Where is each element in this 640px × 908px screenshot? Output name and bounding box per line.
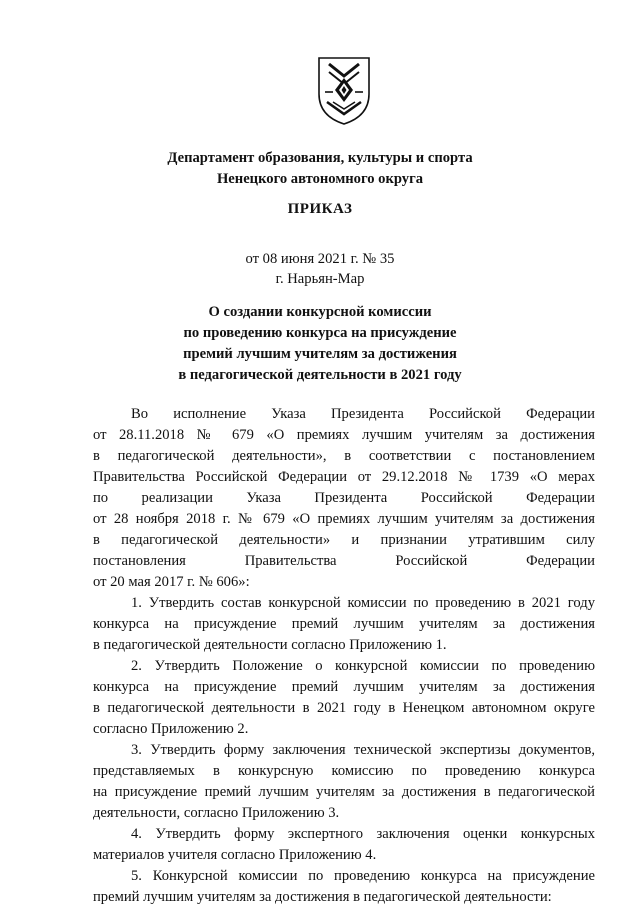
clause-line: 2. Утвердить Положение о конкурсной комиссии по проведению — [131, 658, 595, 674]
preamble-line: в педагогической деятельности», в соответствии с постановлением — [93, 448, 595, 464]
preamble-line: от 20 мая 2017 г. № 606»: — [93, 574, 250, 590]
title-line-4: в педагогической деятельности в 2021 году — [178, 367, 462, 383]
preamble-line: от 28.11.2018 № 679 «О премиях лучшим учителям за достижения — [93, 427, 595, 443]
title-line-1: О создании конкурсной комиссии — [208, 304, 432, 320]
document-body — [93, 404, 595, 908]
clause-5 — [93, 866, 595, 908]
clause-line: материалов учителя согласно Приложению 4. — [93, 847, 377, 863]
clause-line: 3. Утвердить форму заключения технической экспертизы документов, — [131, 742, 595, 758]
clause-line: 4. Утвердить форму экспертного заключения оценки конкурсных — [131, 826, 595, 842]
preamble-line: в педагогической деятельности» и признании утратившим силу — [93, 532, 595, 548]
clause-line: в педагогической деятельности согласно Приложению 1. — [93, 637, 447, 653]
preamble-line: постановления Правительства Российской Федерации — [93, 553, 595, 569]
clause-line: деятельности, согласно Приложению 3. — [93, 805, 340, 821]
title-line-2: по проведению конкурса на присуждение — [183, 325, 457, 341]
clause-line: на присуждение премий лучшим учителям за достижения в педагогической — [93, 784, 595, 800]
clause-line: 5. Конкурсной комиссии по проведению конкурса на присуждение — [131, 868, 595, 884]
clause-2 — [93, 656, 595, 740]
clause-3 — [93, 740, 595, 824]
title-line-3: премий лучшим учителям за достижения — [183, 346, 457, 362]
clause-line: согласно Приложению 2. — [93, 721, 249, 737]
clause-line: представляемых в конкурсную комиссию по проведению конкурса — [93, 763, 595, 779]
document-type: ПРИКАЗ — [287, 201, 353, 217]
city: г. Нарьян-Мар — [275, 271, 365, 287]
order-title — [0, 302, 640, 386]
clause-1 — [93, 593, 595, 656]
clause-4 — [93, 824, 595, 866]
preamble-line: Правительства Российской Федерации от 29.12.2018 № 1739 «О мерах — [93, 469, 595, 485]
preamble-line: от 28 ноября 2018 г. № 679 «О премиях лучшим учителям за достижения — [93, 511, 595, 527]
clause-line: конкурса на присуждение премий лучшим учителям за достижения — [93, 679, 595, 695]
preamble-paragraph — [93, 404, 595, 593]
clause-line: в педагогической деятельности в 2021 году в Ненецком автономном округе — [93, 700, 595, 716]
department-line-1: Департамент образования, культуры и спорта — [167, 150, 473, 166]
clause-line: премий лучшим учителям за достижения в педагогической деятельности: — [93, 889, 552, 905]
department-heading — [0, 148, 640, 190]
preamble-line: Во исполнение Указа Президента Российской Федерации — [131, 406, 595, 422]
date-and-number: от 08 июня 2021 г. № 35 — [245, 251, 395, 267]
coat-of-arms-emblem — [317, 56, 371, 126]
clause-line: 1. Утвердить состав конкурсной комиссии по проведению в 2021 году — [131, 595, 595, 611]
department-line-2: Ненецкого автономного округа — [216, 171, 424, 187]
clause-line: конкурса на присуждение премий лучшим учителям за достижения — [93, 616, 595, 632]
preamble-line: по реализации Указа Президента Российской Федерации — [93, 490, 595, 506]
